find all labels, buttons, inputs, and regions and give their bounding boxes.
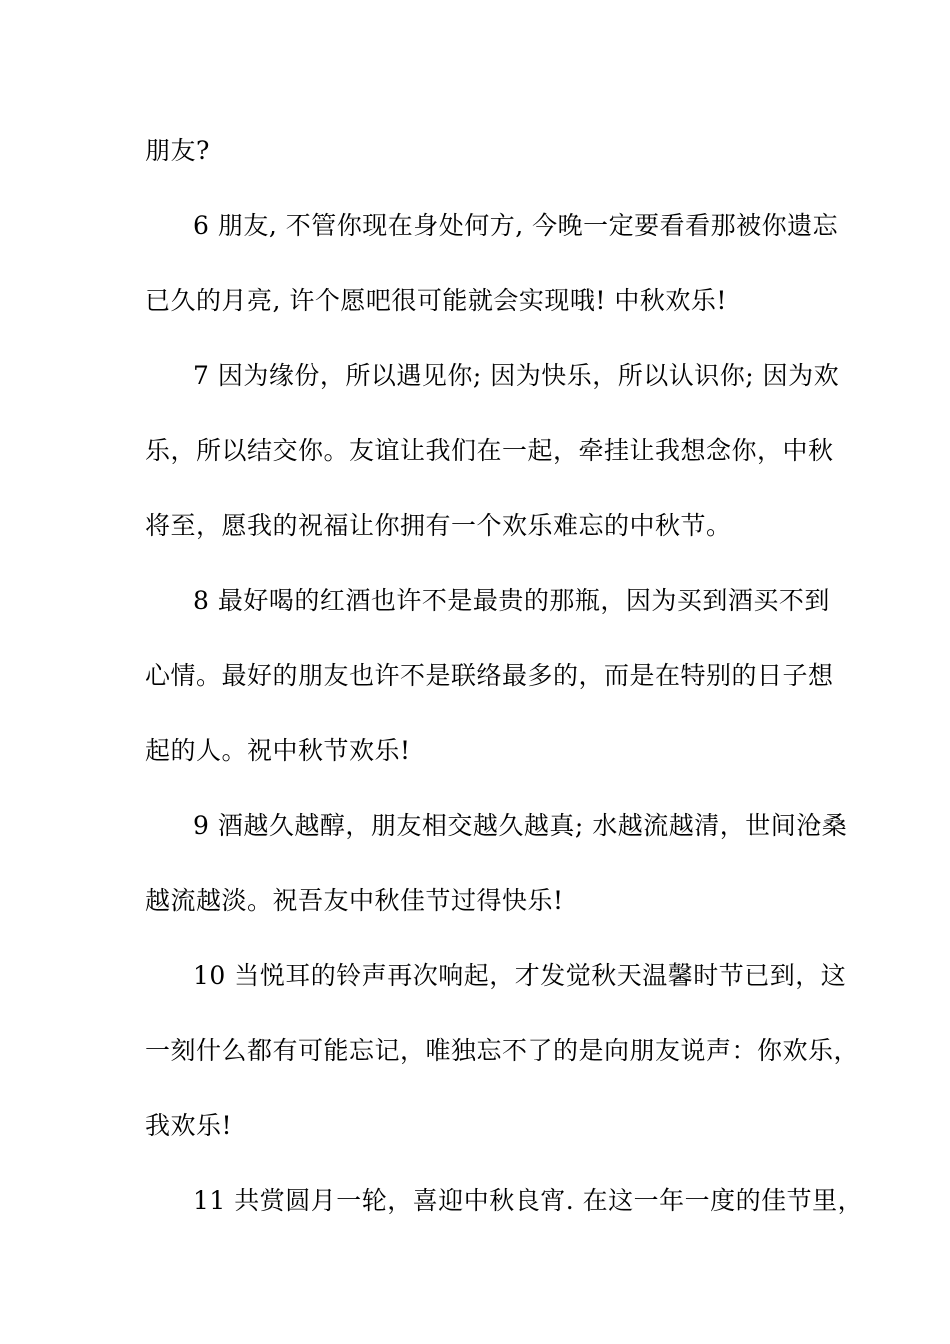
paragraph-11-line-1: 11 共赏圆月一轮，喜迎中秋良宵. 在这一年一度的佳节里， — [193, 1186, 864, 1215]
paragraph-10-line-3: 我欢乐! — [145, 1111, 233, 1140]
paragraph-7-line-3: 将至，愿我的祝福让你拥有一个欢乐难忘的中秋节。 — [145, 511, 732, 540]
paragraph-8-line-1: 8 最好喝的红酒也许不是最贵的那瓶，因为买到酒买不到 — [193, 586, 830, 615]
paragraph-10-line-2: 一刻什么都有可能忘记，唯独忘不了的是向朋友说声：你欢乐， — [145, 1036, 860, 1065]
paragraph-6-line-1: 6 朋友, 不管你现在身处何方, 今晚一定要看看那被你遗忘 — [193, 211, 839, 240]
paragraph-8-line-2: 心情。最好的朋友也许不是联络最多的，而是在特别的日子想 — [145, 661, 834, 690]
paragraph-9-line-2: 越流越淡。祝吾友中秋佳节过得快乐! — [145, 886, 564, 915]
paragraph-6-line-2: 已久的月亮, 许个愿吧很可能就会实现哦! 中秋欢乐! — [145, 286, 727, 315]
paragraph-7-line-1: 7 因为缘份，所以遇见你; 因为快乐，所以认识你; 因为欢 — [193, 361, 840, 390]
paragraph-7-line-2: 乐，所以结交你。友谊让我们在一起，牵挂让我想念你，中秋 — [145, 436, 834, 465]
paragraph-8-line-3: 起的人。祝中秋节欢乐! — [145, 736, 411, 765]
paragraph-10-line-1: 10 当悦耳的铃声再次响起，才发觉秋天温馨时节已到，这 — [193, 961, 847, 990]
paragraph-9-line-1: 9 酒越久越醇，朋友相交越久越真; 水越流越清，世间沧桑 — [193, 811, 848, 840]
text-line: 朋友? — [145, 136, 210, 165]
